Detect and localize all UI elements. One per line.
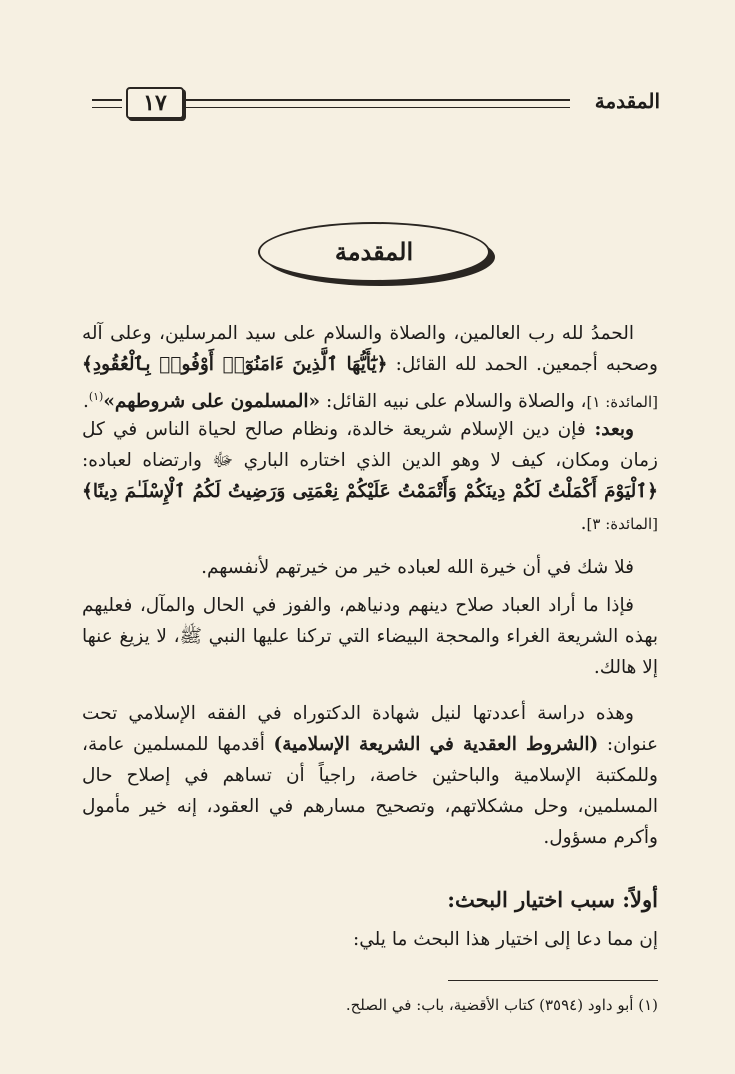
p1-end: .: [82, 391, 89, 413]
verse-ref-2: [المائدة: ٣]: [586, 515, 658, 533]
header-rule: [185, 99, 570, 108]
heading-1-sub: إن مما دعا إلى اختيار هذا البحث ما يلي:: [353, 929, 658, 950]
p4-text: فإذا ما أراد العباد صلاح دينهم ودنياهم، والفوز في الحال والمآل، فعليهم بهذه الشريعة الغراء والمحجة البيضاء التي تركنا عليها النبي ﷺ، لا يزيغ عنها إلا هالك.: [82, 595, 658, 678]
p1-text-a: الحمدُ لله رب العالمين، والصلاة والسلام على سيد المرسلين، وعلى آله وصحبه أجمعين. الحمد لله القائل:: [82, 323, 658, 375]
quran-verse-2: ﴿ٱلْيَوْمَ أَكْمَلْتُ لَكُمْ دِينَكُمْ وَأَتْمَمْتُ عَلَيْكُمْ نِعْمَتِى وَرَضِيتُ لَكُمُ ٱلْإِسْلَـٰمَ دِينًا﴾: [82, 481, 658, 502]
p3-text: فلا شك في أن خيرة الله لعباده خير من خيرتهم لأنفسهم.: [201, 557, 634, 578]
paragraph-3: [82, 552, 658, 583]
verse-ref-1: [المائدة: ١]: [586, 393, 658, 412]
heading-1-intro: [82, 924, 658, 955]
quran-verse-1: ﴿يَٰٓأَيُّهَا ٱلَّذِينَ ءَامَنُوٓا۟ أَوْفُوا۟ بِٱلْعُقُودِ﴾: [82, 354, 388, 375]
p2-text: فإن دين الإسلام شريعة خالدة، ونظام صالح لحياة الناس في كل زمان ومكان، كيف لا وهو الدين الذي اختاره الباري ﷻ وارتضاه لعباده:: [82, 419, 658, 471]
p2-lead: وبعد:: [585, 419, 634, 440]
paragraph-1: [82, 318, 658, 418]
hadith-quote: «المسلمون على شروطهم»: [103, 391, 321, 413]
p5-text-a: وهذه دراسة أعددتها لنيل شهادة الدكتوراه في الفقه الإسلامي تحت عنوان:: [82, 703, 658, 755]
thesis-title: (الشروط العقدية في الشريعة الإسلامية): [273, 734, 599, 755]
header-rule-left: [92, 99, 122, 108]
section-heading-1: أولاً: سبب اختيار البحث:: [447, 887, 658, 912]
page-number: ١٧: [126, 87, 184, 119]
p2-end: .: [580, 513, 587, 534]
p5-text-b: أقدمها للمسلمين عامة، وللمكتبة الإسلامية والباحثين خاصة، راجياً أن تساهم في إصلاح حال المسلمين، وحل مشكلاتهم، وتصحيح مسارهم في العقود، إنه خير مأمول وأكرم مسؤول.: [82, 734, 658, 848]
running-title: المقدمة: [594, 89, 660, 113]
p1-text-b: ، والصلاة والسلام على نبيه القائل:: [320, 391, 587, 413]
footnote-divider: [448, 980, 658, 981]
footnote-marker[interactable]: (١): [88, 390, 104, 403]
paragraph-2: [82, 414, 658, 540]
section-title: المقدمة: [258, 222, 490, 282]
page-header: [90, 84, 660, 120]
paragraph-5: [82, 698, 658, 853]
paragraph-4: [82, 590, 658, 683]
footnote-1: (١) أبو داود (٣٥٩٤) كتاب الأقضية، باب: في الصلح.: [345, 996, 658, 1014]
